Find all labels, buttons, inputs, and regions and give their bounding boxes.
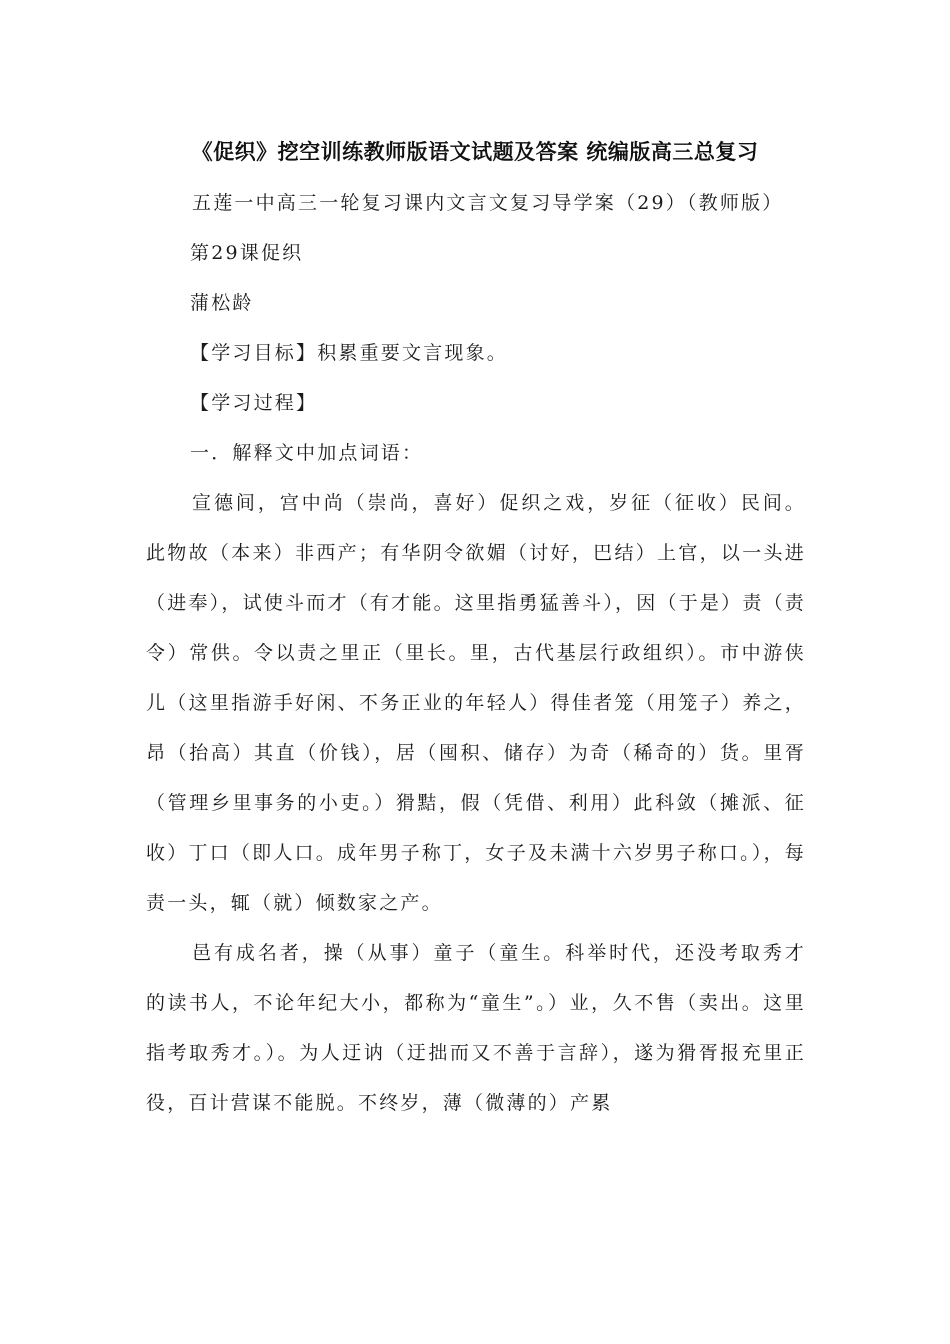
document-body [146, 178, 806, 1128]
paragraph-section-heading: 一．解释文中加点词语： [190, 442, 424, 464]
paragraph-author: 蒲松龄 [190, 292, 254, 314]
paragraph-text-1: 宣德间，宫中尚（崇尚，喜好）促织之戏，岁征（征收）民间。此物故（本来）非西产；有华阴令欲媚（讨好，巴结）上官，以一头进（进奉），试使斗而才（有才能。这里指勇猛善斗），因（于是）责（责令）常供。令以责之里正（里长。里，古代基层行政组织）。市中游侠儿（这里指游手好闲、不务正业的年轻人）得佳者笼（用笼子）养之，昂（抬高）其直（价钱），居（囤积、储存）为奇（稀奇的）货。里胥（管理乡里事务的小吏。）猾黠，假（凭借、利用）此科敛（摊派、征收）丁口（即人口。成年男子称丁，女子及未满十六岁男子称口。），每责一头，辄（就）倾数家之产。 [146, 492, 806, 914]
document-title: 《促织》挖空训练教师版语文试题及答案 统编版高三总复习 [191, 140, 759, 164]
paragraph-learning-goal: 【学习目标】积累重要文言现象。 [190, 342, 509, 364]
paragraph-text-2: 邑有成名者，操（从事）童子（童生。科举时代，还没考取秀才的读书人，不论年纪大小，都称为“童生”。）业，久不售（卖出。这里指考取秀才。）。为人迂讷（迂拙而又不善于言辞），遂为猾胥报充里正役，百计营谋不能脱。不终岁，薄（微薄的）产累 [146, 942, 806, 1114]
paragraph-lesson-title: 第29课促织 [190, 242, 304, 264]
paragraph-subtitle: 五莲一中高三一轮复习课内文言文复习导学案（29）（教师版） [192, 192, 784, 214]
paragraph-learning-process: 【学习过程】 [190, 392, 318, 414]
